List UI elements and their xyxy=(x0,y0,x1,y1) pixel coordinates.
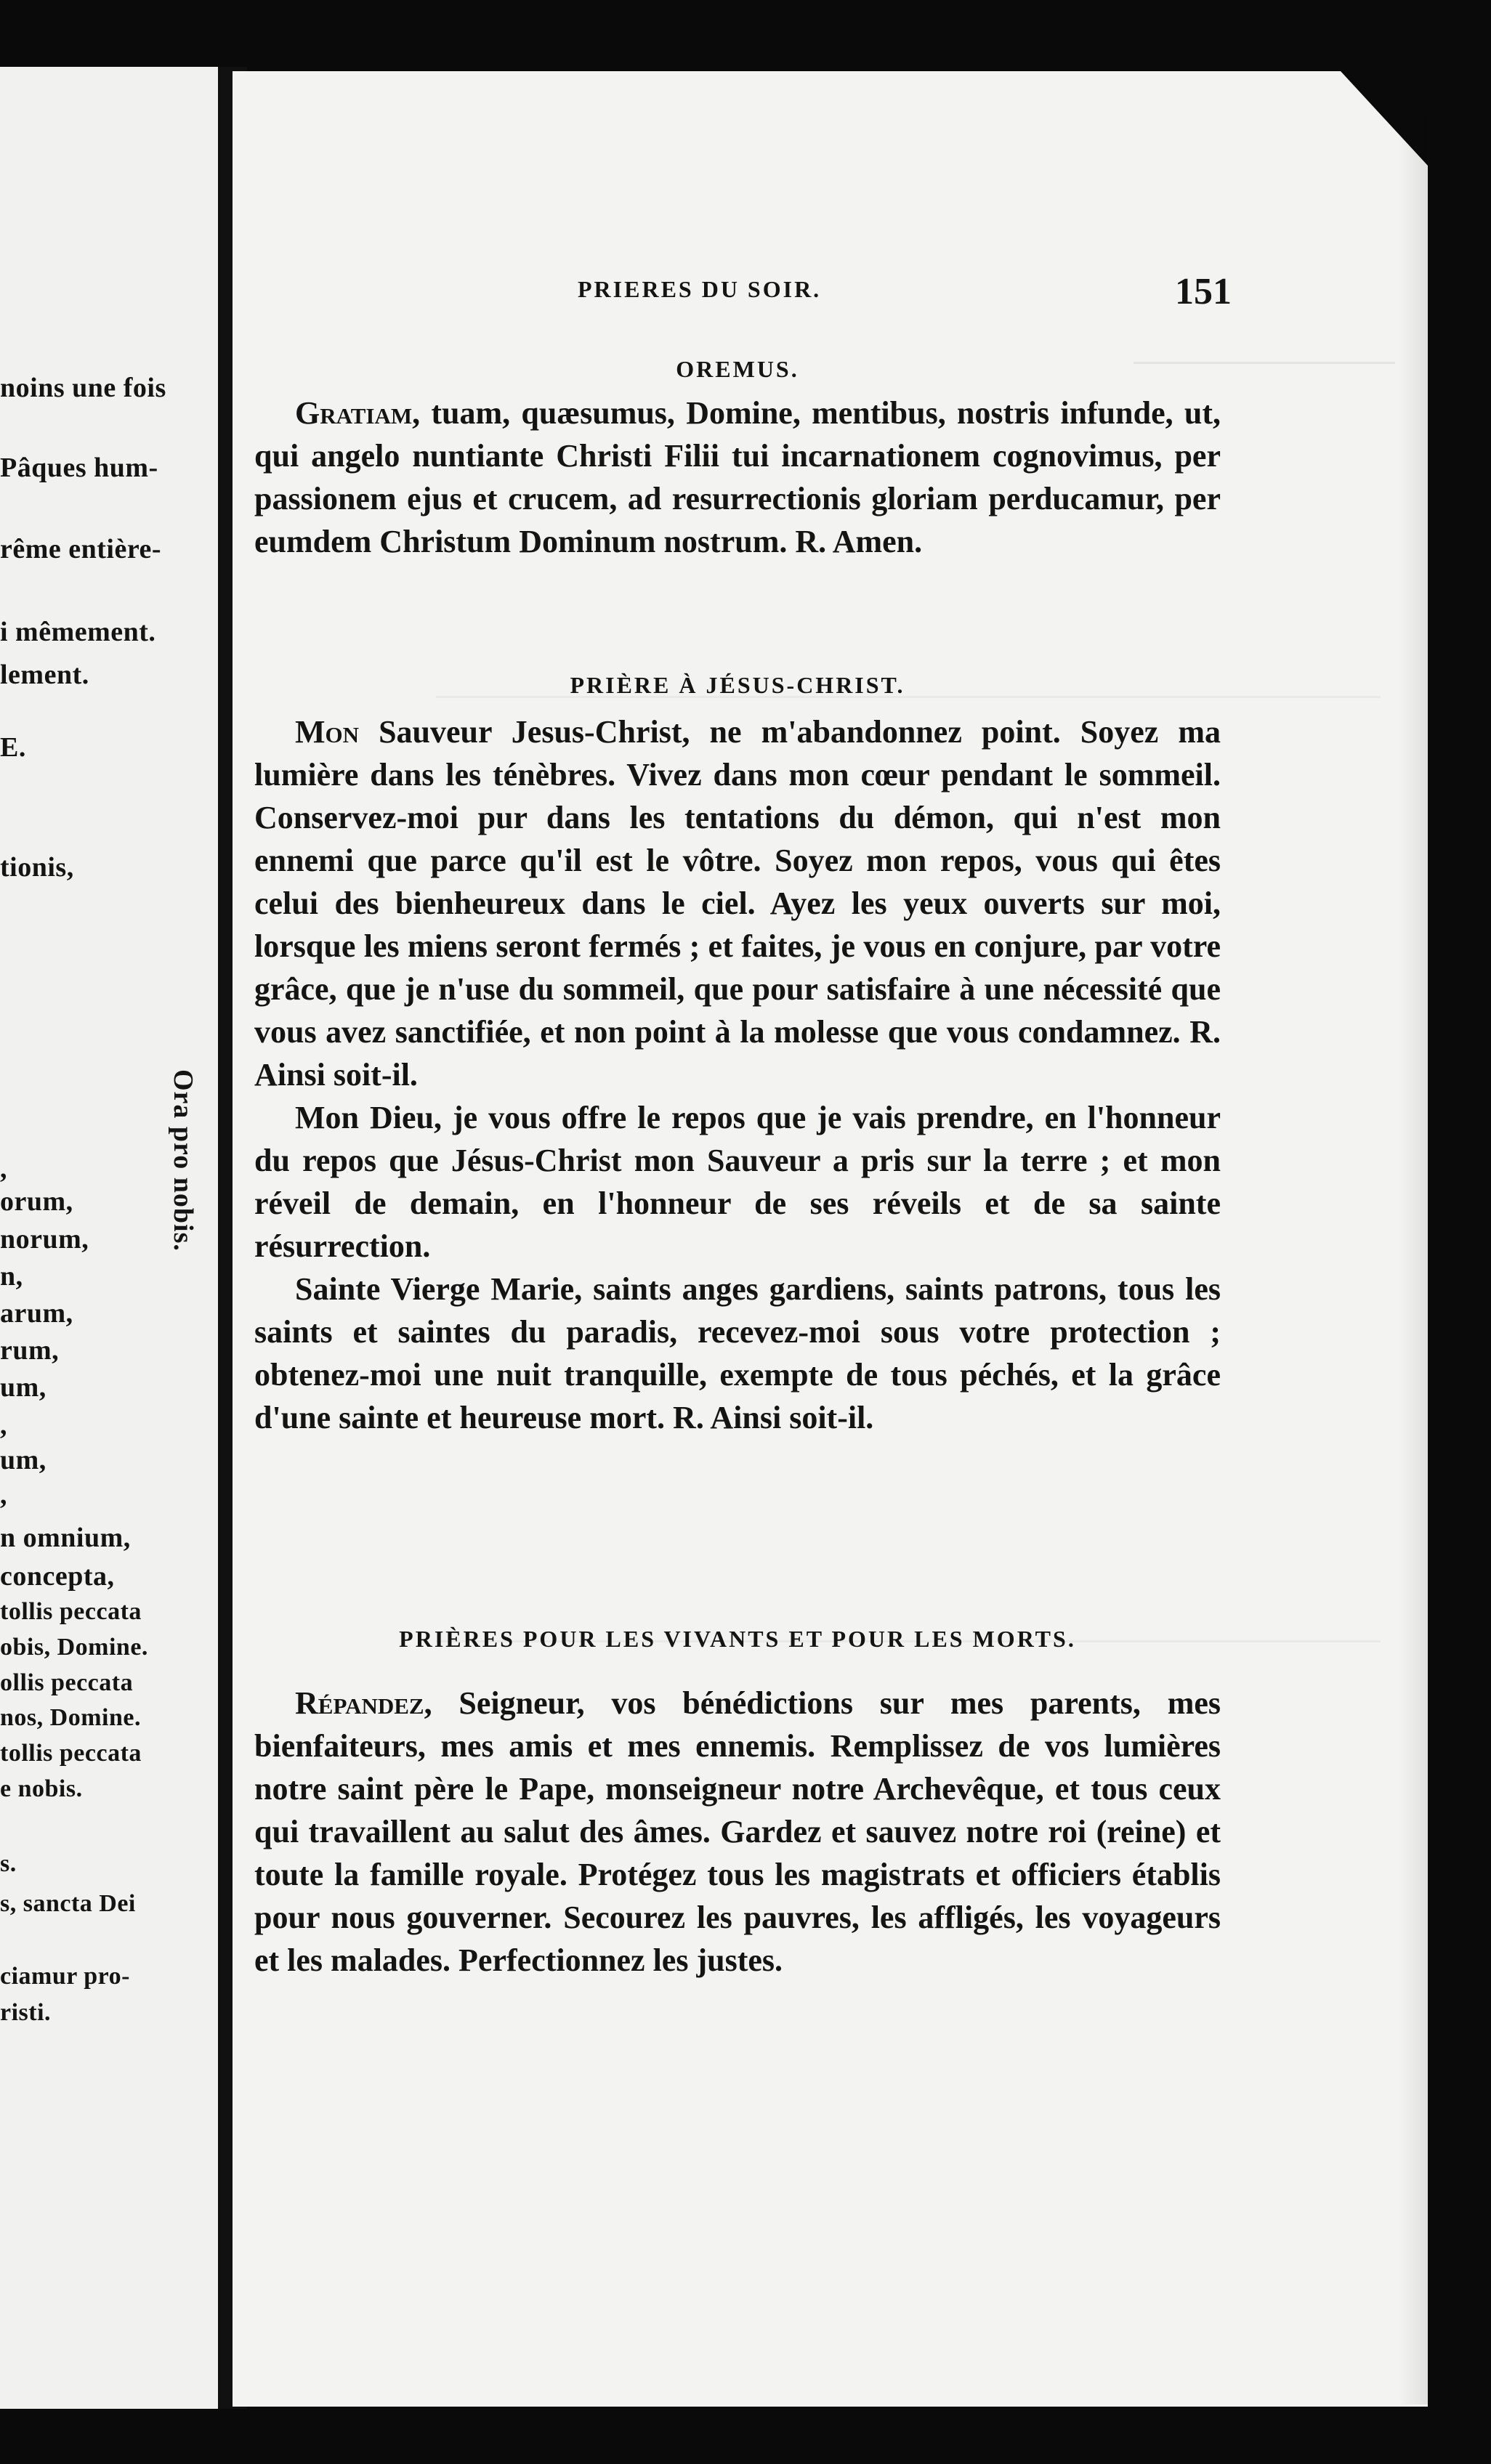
left-line: s, sancta Dei xyxy=(0,1890,136,1917)
left-line: nos, Domine. xyxy=(0,1704,141,1731)
left-line: , xyxy=(0,1410,7,1440)
left-line: rum, xyxy=(0,1335,60,1366)
left-line: um, xyxy=(0,1445,47,1475)
left-line: Pâques hum- xyxy=(0,453,158,483)
paragraph xyxy=(254,392,1221,563)
left-line: E. xyxy=(0,732,26,763)
left-line: norum, xyxy=(0,1224,89,1255)
left-line: arum, xyxy=(0,1298,73,1329)
section-heading: PRIÈRES POUR LES VIVANTS ET POUR LES MORTS. xyxy=(399,1626,1076,1652)
paragraph xyxy=(254,1682,1221,1982)
left-line: s. xyxy=(0,1850,17,1877)
running-head: PRIERES DU SOIR. xyxy=(578,276,822,302)
left-line: , xyxy=(0,1480,7,1510)
page-edge-shadow xyxy=(1399,116,1428,2404)
section-priere-jesus-christ xyxy=(254,672,1221,1439)
drop-lead: Mon xyxy=(295,714,360,750)
section-oremus xyxy=(254,356,1221,563)
left-line: n, xyxy=(0,1261,23,1292)
left-page-fragment xyxy=(0,67,218,2409)
paragraph-text: Seigneur, vos bénédictions sur mes parents, mes bienfaiteurs, mes amis et mes ennemis. Remplissez de vos lumières notre saint père le Pape, monseigneur notre Archevêque, et tous ceux qui travaillent au salut des âmes. Gardez et sauvez notre roi (reine) et toute la famille royale. Protégez tous les magistrats et officiers établis pour nous gouverner. Secourez les pauvres, les affligés, les voyageurs et les malades. Perfectionnez les justes. xyxy=(254,1685,1221,1978)
section-heading: OREMUS. xyxy=(676,356,799,382)
paragraph: Mon Dieu, je vous offre le repos que je vais prendre, en l'honneur du repos que Jésus-Christ mon Sauveur a pris sur la terre ; et mon réveil de demain, en l'honneur de ses réveils et de sa sainte résurrection. xyxy=(254,1100,1221,1264)
left-line: ollis peccata xyxy=(0,1669,134,1696)
section-prieres-vivants-morts xyxy=(254,1626,1221,1982)
left-line: e nobis. xyxy=(0,1775,83,1802)
paragraph-text: Sauveur Jesus-Christ, ne m'abandonnez point. Soyez ma lumière dans les ténèbres. Vivez dans mon cœur pendant le sommeil. Conservez-moi pur dans les tentations du démon, qui n'est mon ennemi que parce qu'il est le vôtre. Soyez mon repos, vous qui êtes celui des bienheureux dans le ciel. Ayez les yeux ouverts sur moi, lorsque les miens seront fermés ; et faites, je vous en conjure, par votre grâce, que je n'use du sommeil, que pour satisfaire à une nécessité que vous avez sanctifiée, et non point à la molesse que vous condamnez. R. Ainsi soit-il. xyxy=(254,714,1221,1093)
page-header xyxy=(578,270,1232,314)
paragraph: Sainte Vierge Marie, saints anges gardiens, saints patrons, tous les saints et saintes du paradis, recevez-moi sous votre protection ; obtenez-moi une nuit tranquille, exempte de tous péchés, et la grâce d'une sainte et heureuse mort. R. Ainsi soit-il. xyxy=(254,1271,1221,1435)
drop-lead: Répandez, xyxy=(295,1685,432,1721)
left-line: , xyxy=(0,1154,7,1184)
page-number: 151 xyxy=(1175,271,1232,312)
left-line: noins une fois xyxy=(0,373,166,403)
section-heading: PRIÈRE À JÉSUS-CHRIST. xyxy=(570,672,905,698)
left-line: rême entière- xyxy=(0,534,162,564)
left-line: tollis peccata xyxy=(0,1740,142,1767)
drop-lead: Gratiam, xyxy=(295,395,421,431)
left-line: orum, xyxy=(0,1186,73,1217)
left-line: n omnium, xyxy=(0,1523,131,1553)
vertical-marginal-text: Ora pro nobis. xyxy=(168,1069,198,1252)
paragraph-text: tuam, quæsumus, Domine, mentibus, nostris infunde, ut, qui angelo nuntiante Christi Filii tui incarnationem cognovimus, per passionem ejus et crucem, ad resurrectionis gloriam perducamur, per eumdem Christum Dominum nostrum. R. Amen. xyxy=(254,395,1221,559)
left-line: tionis, xyxy=(0,852,74,883)
left-line: concepta, xyxy=(0,1561,115,1592)
left-line: ciamur pro- xyxy=(0,1963,130,1990)
left-line: i mêmement. xyxy=(0,617,156,647)
left-line: tollis peccata xyxy=(0,1598,142,1625)
left-line: um, xyxy=(0,1372,47,1403)
paragraph xyxy=(254,710,1221,1096)
left-line: obis, Domine. xyxy=(0,1634,148,1661)
left-line: lement. xyxy=(0,660,89,690)
left-line: risti. xyxy=(0,1999,52,2026)
